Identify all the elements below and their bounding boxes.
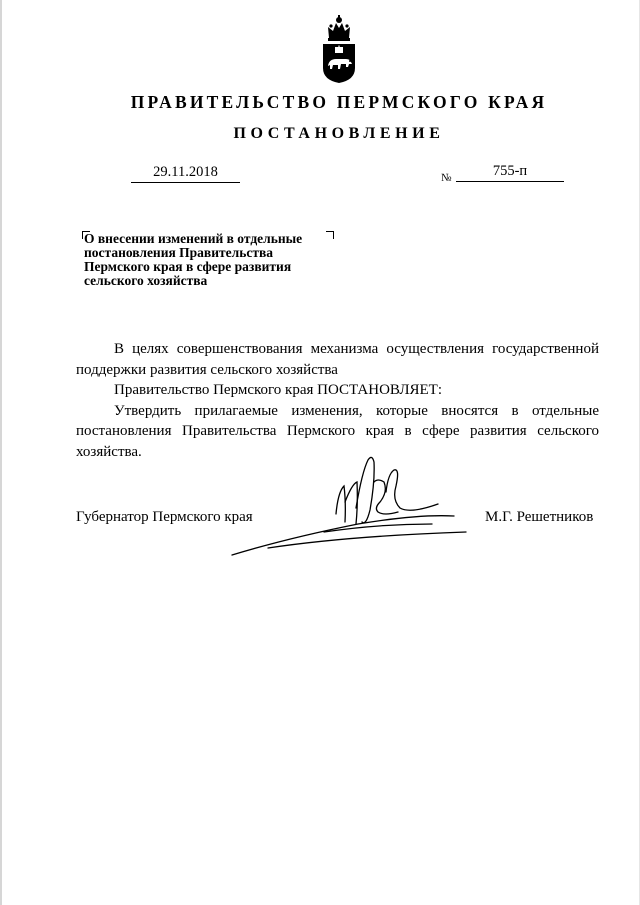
signature-icon	[228, 452, 488, 562]
document-type-title: ПОСТАНОВЛЕНИЕ	[233, 125, 445, 142]
document-number: 755-п	[492, 163, 528, 179]
number-label: №	[441, 172, 452, 184]
date-field	[131, 164, 240, 183]
body-paragraph-purpose: В целях совершенствования механизма осуществления государственной поддержки развития сельского хозяйства	[76, 341, 599, 378]
subject-line: сельского хозяйства	[84, 273, 208, 288]
document-date: 29.11.2018	[153, 164, 218, 180]
signatory-title: Губернатор Пермского края	[76, 509, 253, 525]
number-underline	[456, 181, 564, 182]
body-paragraph-approve: Утвердить прилагаемые изменения, которые вносятся в отдельные постановления Правительства Пермского края в сфере развития сельского хозяйства.	[76, 402, 599, 460]
subject-line: Пермского края в сфере развития	[84, 259, 292, 274]
subject-line: постановления Правительства	[84, 245, 273, 260]
signatory-name: М.Г. Решетников	[485, 509, 594, 525]
subject-line: О внесении изменений в отдельные	[84, 231, 303, 246]
document-subject	[84, 232, 344, 288]
organization-title: ПРАВИТЕЛЬСТВО ПЕРМСКОГО КРАЯ	[130, 92, 548, 112]
document-body	[76, 339, 599, 462]
number-field	[456, 163, 564, 182]
date-underline	[131, 182, 240, 183]
body-paragraph-resolves: Правительство Пермского края ПОСТАНОВЛЯЕТ:	[114, 382, 443, 398]
perm-krai-coat-of-arms-icon	[320, 14, 358, 84]
